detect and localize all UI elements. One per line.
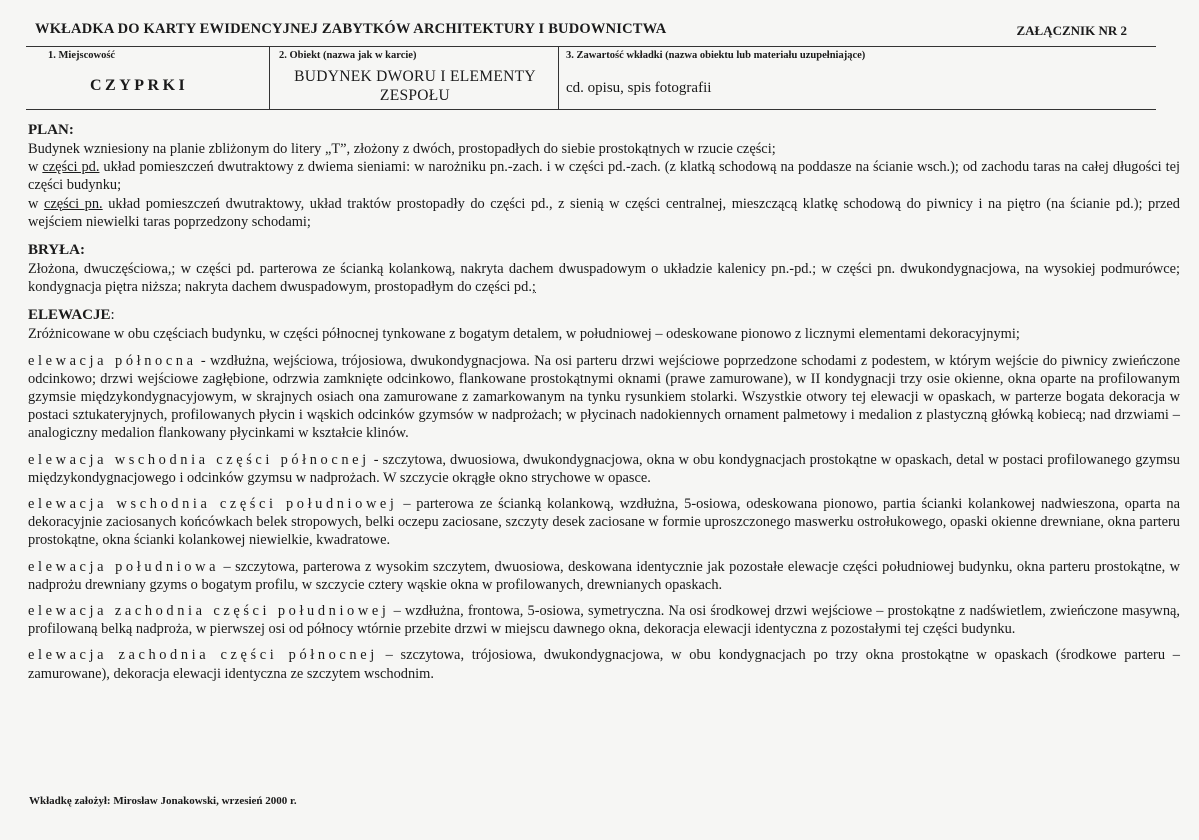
footer-author: Wkładkę założył: Mirosław Jonakowski, wrzesień 2000 r. [29,795,297,807]
content-label: 3. Zawartość wkładki (nazwa obiektu lub materiału uzupełniające) [566,50,866,61]
elevation-label: elewacja zachodnia części północnej [28,647,378,664]
elewacje-heading-text: ELEWACJE [28,307,111,324]
elevation-text: – parterowa ze ścianką kolankową, wzdłużna, 5-osiowa, odeskowana pionowo, partia ścianki kolankowej nadwieszona, oparta na dekoracyjnie zaciosanych końcówkach belek stropowych, belki oczepu zaciosane, szczyty desek zaciosane w formie uproszczonego maswerku ostrołukowego, opaski okienne drewniane, okna parteru prostokątne, okna ścianki kolankowej niewielkie, kwadratowe. [28,496,1180,549]
description-body [28,121,1180,683]
elevation-label: elewacja północna [28,352,197,369]
elevation-text: – wzdłużna, frontowa, 5-osiowa, symetryczna. Na osi środkowej drzwi wejściowe – prostokątne z nadświetlem, zwieńczone masywną, profilowaną belką nadproża, w pierwszej osi od północy wtórnie przebite drzwi w miejscu dawnego okna, dekoracja elewacji identyczna z pozostałymi tej części budynku. [28,603,1180,638]
plan-south-text: układ pomieszczeń dwutraktowy z dwiema sieniami: w narożniku pn.-zach. i w części pd.-zach. (z klatką schodową na poddasze na ścianie wsch.); od zachodu taras na całej długości tej części budynku; [28,159,1180,194]
plan-intro: Budynek wzniesiony na planie zbliżonym do litery „T”, złożony z dwóch, prostopadłych do siebie prostokątnych w rzucie części; [28,141,776,157]
bryla-text: Złożona, dwuczęściowa,; w części pd. parterowa ze ścianką kolankową, nakryta dachem dwuspadowym o układzie kalenicy pn.-pd.; w części pn. dwukondygnacjowa, na wysokiej podmurówce; kondygnacja piętra niższa; nakryta dachem dwuspadowym, prostopadłym do części pd. [28,261,1180,296]
content-value: cd. opisu, spis fotografii [566,80,712,96]
field-divider-1 [269,46,270,109]
elevation-paragraph [28,602,1180,638]
document-header-title: WKŁADKA DO KARTY EWIDENCYJNEJ ZABYTKÓW ARCHITEKTURY I BUDOWNICTWA [35,21,667,37]
elewacje-heading [28,306,1180,325]
bryla-tail: ; [531,279,536,296]
elevation-label: elewacja wschodnia części południowej [28,496,398,513]
elevation-text: - szczytowa, dwuosiowa, dwukondygnacjowa, okna w obu kondygnacjach prostokątne w opaskach, detal w postaci profilowanego gzymsu międzykondygnacjowego i odcinków gzymsu w nadprożach. W szczycie okrągłe okno strychowe w opasce. [28,451,1181,486]
elevation-label: elewacja wschodnia części północnej [28,451,370,468]
plan-south-term: części pd. [42,159,100,176]
elevation-text: – szczytowa, parterowa z wysokim szczytem, dwuosiowa, deskowana identycznie jak pozostałe elewacje części południowej budynku, okna parteru prostokątne, w nadprożu drewniany gzyms o bogatym profilu, w szczycie cztery wąskie okna w profilowanych, drewnianych opaskach. [28,558,1180,593]
place-value: CZYPRKI [90,77,189,94]
elewacje-intro: Zróżnicowane w obu częściach budynku, w części północnej tynkowane z bogatym detalem, w południowej – odeskowane pionowo z licznymi elementami dekoracyjnymi; [28,326,1020,343]
elevation-text: – szczytowa, trójosiowa, dwukondygnacjowa, w obu kondygnacjach po trzy okna prostokątne w opaskach (środkowe parteru – zamurowane), dekoracja elewacji identyczna ze szczytem wschodnim. [28,647,1180,682]
elevation-label: elewacja południowa [28,558,220,575]
bryla-paragraph [28,260,1180,296]
elevation-text: - wzdłużna, wejściowa, trójosiowa, dwukondygnacjowa. Na osi parteru drzwi wejściowe poprzedzone schodami z podestem, w którym wejście do piwnicy zwieńczone odcinkowo; drzwi wejściowe zagłębione, odrzwia zamknięte odcinkowo, flankowane prostokątnymi oknami (prawe zamurowane), w II kondygnacji trzy osie okienne, okna oparte na profilowanym gzymsie międzykondygnacyjowym, w skrajnych osiach ona zamurowane z zamarkowanym na tynku rysunkiem stolarki. Wszystkie otwory tej elewacji w opaskach, w parterze bogata dekoracja w postaci sztukateryjnych, profilowanych płycin i wąskich odcinków gzymsów w nadprożach; w płycinach nadokiennych ornament palmetowy i medalion z plastyczną główką kobiecą; nad drzwiami – analogiczny medalion flankowany płycinkami w kształcie klinów. [28,352,1180,442]
bryla-heading: BRYŁA: [28,242,85,259]
plan-north-paragraph [28,195,1180,231]
plan-south-paragraph [28,158,1180,194]
elevation-paragraph [28,646,1180,682]
elevation-paragraph [28,495,1180,550]
place-label: 1. Miejscowość [48,50,116,61]
plan-north-prefix: w [28,195,44,212]
object-label: 2. Obiekt (nazwa jak w karcie) [279,50,417,61]
elewacje-heading-colon: : [110,307,115,324]
elevation-paragraph [28,352,1180,443]
elevation-list [28,344,1180,683]
header-rule-bottom [26,109,1156,110]
plan-heading: PLAN: [28,122,74,138]
plan-north-text: układ pomieszczeń dwutraktowy, układ traktów prostopadły do części pd., z sienią w części centralnej, mieszczącą klatkę schodową do piwnicy i na piętro (na ścianie pd.); przed wejściem niewielki taras poprzedzony schodami; [28,195,1181,230]
object-value: BUDYNEK DWORU I ELEMENTY ZESPOŁU [294,68,536,104]
elevation-paragraph [28,558,1180,594]
elevation-label: elewacja zachodnia części południowej [28,603,390,620]
elevation-paragraph [28,451,1180,487]
field-divider-2 [558,46,559,109]
annex-number: ZAŁĄCZNIK NR 2 [1016,23,1127,38]
header-rule-top [26,46,1156,47]
plan-south-prefix: w [28,159,43,176]
plan-north-term: części pn. [43,195,103,212]
